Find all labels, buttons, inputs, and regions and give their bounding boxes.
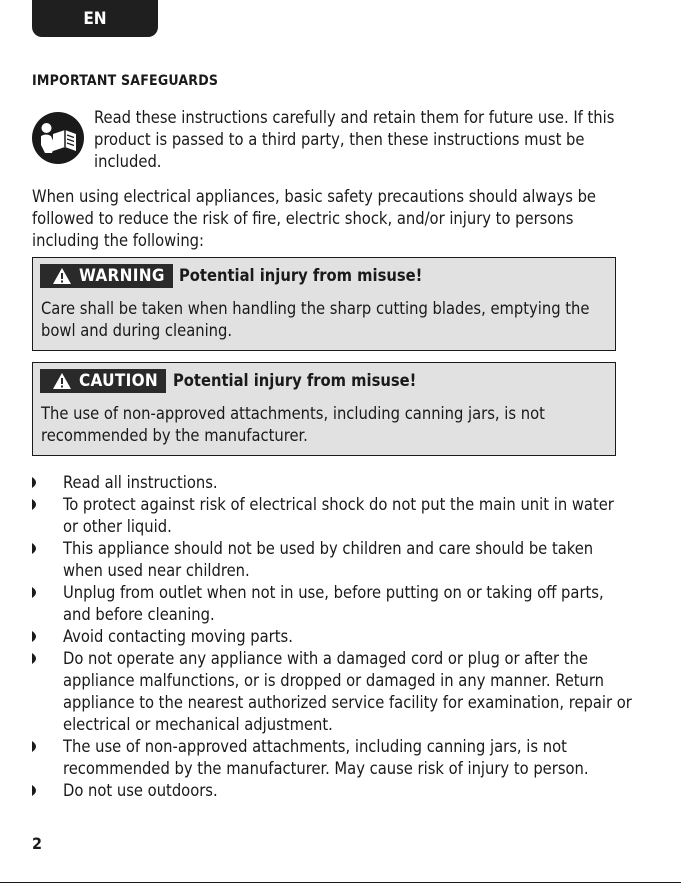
caution-badge-label: CAUTION [79, 371, 158, 391]
page-number: 2 [32, 834, 43, 853]
bullet-marker-icon [32, 477, 40, 488]
read-manual-icon [32, 112, 84, 164]
bullet-marker-icon [32, 653, 40, 664]
list-item [32, 780, 632, 802]
caution-badge [40, 369, 166, 393]
section-heading: IMPORTANT SAFEGUARDS [32, 73, 219, 89]
warning-badge [40, 264, 173, 288]
warning-box [32, 257, 616, 351]
list-item-text: Read all instructions. [63, 473, 218, 492]
list-item-text: The use of non-approved attachments, including canning jars, is not recommended by the manufacturer. May cause risk of injury to person. [63, 737, 589, 778]
language-tab: EN [32, 0, 158, 37]
bullet-marker-icon [32, 631, 40, 642]
bullet-marker-icon [32, 741, 40, 752]
safety-paragraph: When using electrical appliances, basic safety precautions should always be followed to reduce the risk of fire, electric shock, and/or injury to persons including the following: [32, 187, 597, 250]
caution-body: The use of non-approved attachments, including canning jars, is not recommended by the manufacturer. [41, 404, 545, 445]
list-item-text: To protect against risk of electrical shock do not put the main unit in water or other liquid. [63, 495, 614, 536]
list-item [32, 582, 632, 626]
list-item [32, 736, 632, 780]
warning-triangle-icon [52, 267, 72, 285]
list-item [32, 538, 632, 582]
bullet-marker-icon [32, 587, 40, 598]
caution-title: Potential injury from misuse! [173, 371, 417, 390]
list-item-text: Unplug from outlet when not in use, before putting on or taking off parts, and before cleaning. [63, 583, 604, 624]
bullet-marker-icon [32, 499, 40, 510]
safeguard-list [32, 472, 632, 802]
list-item [32, 626, 632, 648]
caution-box [32, 362, 616, 456]
list-item [32, 472, 632, 494]
warning-triangle-icon [52, 372, 72, 390]
intro-text: Read these instructions carefully and retain them for future use. If this product is passed to a third party, then these instructions must be included. [94, 108, 615, 171]
list-item-text: Do not use outdoors. [63, 781, 218, 800]
list-item-text: This appliance should not be used by children and care should be taken when used near children. [63, 539, 594, 580]
list-item [32, 494, 632, 538]
list-item-text: Do not operate any appliance with a damaged cord or plug or after the appliance malfunctions, or is dropped or damaged in any manner. Return appliance to the nearest authorized service facility for examination, repair or electrical or mechanical adjustment. [63, 649, 632, 734]
list-item-text: Avoid contacting moving parts. [63, 627, 293, 646]
warning-title: Potential injury from misuse! [179, 266, 423, 285]
list-item [32, 648, 632, 736]
bullet-marker-icon [32, 785, 40, 796]
bullet-marker-icon [32, 543, 40, 554]
warning-body: Care shall be taken when handling the sharp cutting blades, emptying the bowl and during cleaning. [41, 299, 590, 340]
warning-badge-label: WARNING [79, 266, 165, 286]
